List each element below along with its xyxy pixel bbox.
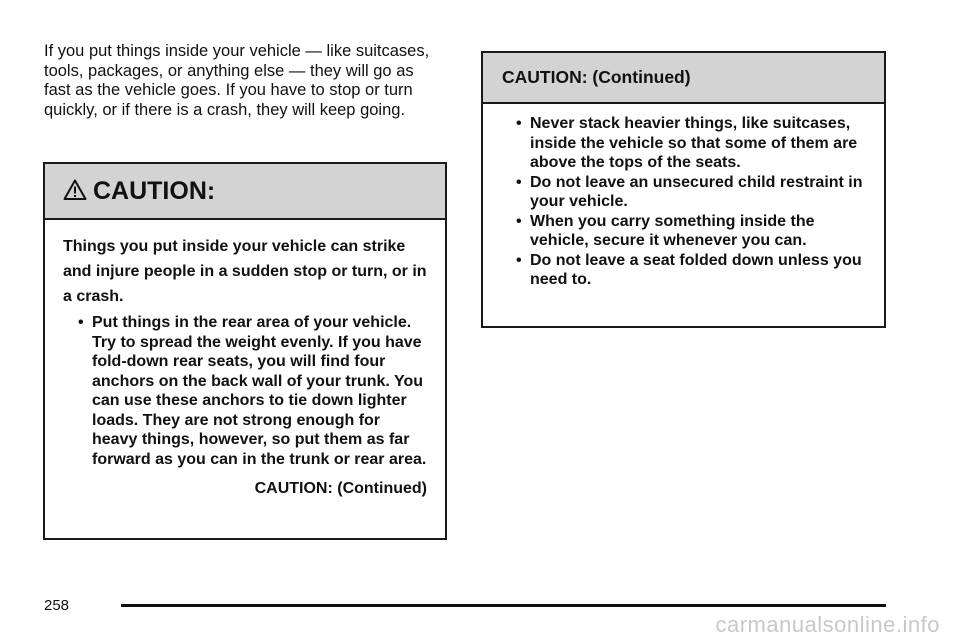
bullet-icon: • [516, 173, 522, 191]
warning-triangle-icon [63, 178, 87, 202]
caution-header [45, 164, 445, 220]
caution-lead: Things you put inside your vehicle can strike and injure people in a sudden stop or turn, or in a crash. [63, 238, 427, 305]
list-item [78, 313, 427, 469]
caution-title: CAUTION: [93, 176, 216, 205]
page-number: 258 [44, 597, 70, 614]
bullet-icon: • [516, 212, 522, 230]
caution-bullet-list [63, 313, 427, 469]
list-item-text: Do not leave an unsecured child restraint in your vehicle. [530, 173, 863, 210]
caution-continued-title: CAUTION: (Continued) [502, 67, 691, 87]
caution-continued-box [481, 51, 886, 328]
bullet-icon: • [516, 115, 522, 132]
list-item [516, 251, 866, 290]
caution-continued-body [483, 104, 884, 290]
list-item-text: Put things in the rear area of your vehicle. Try to spread the weight evenly. If you have fold-down rear seats, you will find four anchors on the back wall of your trunk. You can use these anchors to tie down lighter loads. They are not strong enough for heavy things, however, so put them as far forward as you can in the trunk or rear area. [92, 314, 427, 468]
bullet-icon: • [516, 251, 522, 269]
list-item [516, 114, 866, 173]
list-item-text: When you carry something inside the vehicle, secure it whenever you can. [530, 212, 815, 249]
list-item [516, 212, 866, 251]
caution-bullet-list [501, 114, 866, 290]
bullet-icon: • [78, 314, 84, 331]
caution-box [43, 162, 447, 540]
list-item-text: Do not leave a seat folded down unless you need to. [530, 251, 862, 288]
list-item-text: Never stack heavier things, like suitcases, inside the vehicle so that some of them are above the tops of the seats. [530, 115, 858, 171]
list-item [516, 173, 866, 212]
caution-continued-note: CAUTION: (Continued) [254, 480, 427, 497]
footer-divider [121, 604, 886, 607]
watermark: carmanualsonline.info [715, 612, 940, 637]
caution-continued-header [483, 53, 884, 104]
caution-body [45, 220, 445, 499]
intro-paragraph: If you put things inside your vehicle — like suitcases, tools, packages, or anything else — they will go as fast as the vehicle goes. If you have to stop or turn quickly, or if there is a crash, they will keep going. [44, 42, 430, 119]
